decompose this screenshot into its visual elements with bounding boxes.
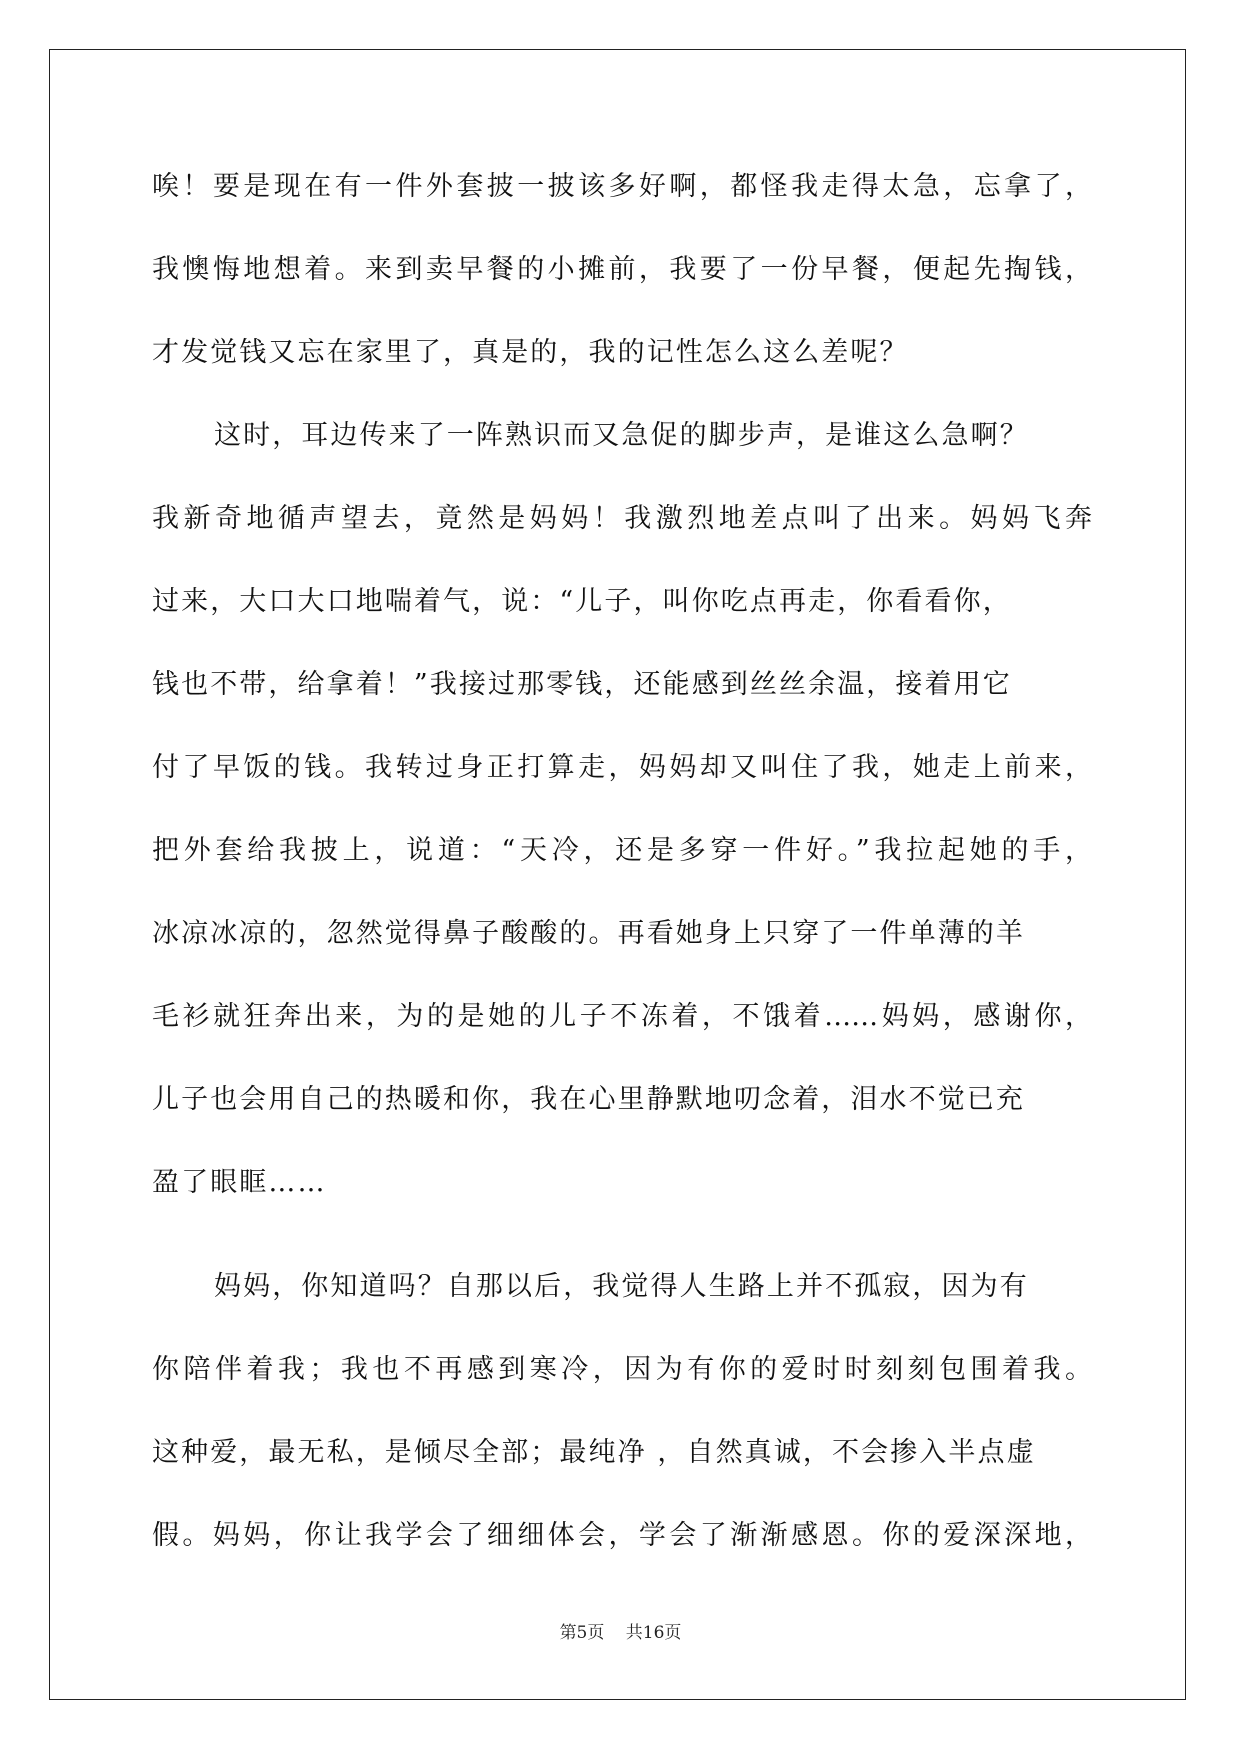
text-line: 冰凉冰凉的，忽然觉得鼻子酸酸的。再看她身上只穿了一件单薄的羊	[152, 918, 1025, 949]
text-line: 盈了眼眶……	[152, 1167, 327, 1198]
text-line: 我懊悔地想着。来到卖早餐的小摊前，我要了一份早餐，便起先掏钱，	[152, 254, 1092, 285]
text-line: 儿子也会用自己的热暖和你，我在心里静默地叨念着，泪水不觉已充	[152, 1084, 1025, 1115]
page-total: 共16页	[625, 1623, 682, 1643]
text-line: 过来，大口大口地喘着气，说：“儿子，叫你吃点再走，你看看你，	[152, 586, 1012, 617]
text-line: 你陪伴着我；我也不再感到寒冷，因为有你的爱时时刻刻包围着我。	[152, 1354, 1092, 1385]
paragraph-start-line: 妈妈，你知道吗？自那以后，我觉得人生路上并不孤寂，因为有	[214, 1271, 1029, 1302]
text-line: 毛衫就狂奔出来，为的是她的儿子不冻着，不饿着……妈妈，感谢你，	[152, 1001, 1092, 1032]
text-line: 把外套给我披上，说道：“天冷，还是多穿一件好。”我拉起她的手，	[152, 835, 1092, 866]
text-line: 唉！要是现在有一件外套披一披该多好啊，都怪我走得太急，忘拿了，	[152, 171, 1092, 202]
body-text	[152, 168, 1092, 1600]
text-line: 钱也不带，给拿着！”我接过那零钱，还能感到丝丝余温，接着用它	[152, 669, 1012, 700]
text-line: 我新奇地循声望去，竟然是妈妈！我激烈地差点叫了出来。妈妈飞奔	[152, 503, 1092, 534]
text-line: 才发觉钱又忘在家里了，真是的，我的记性怎么这么差呢？	[152, 337, 909, 368]
text-line: 这种爱，最无私，是倾尽全部；最纯净 ，自然真诚，不会掺入半点虚	[152, 1437, 1036, 1468]
page-footer	[0, 1618, 1241, 1643]
text-line: 付了早饭的钱。我转过身正打算走，妈妈却又叫住了我，她走上前来，	[152, 752, 1092, 783]
page-number: 第5页	[559, 1623, 605, 1643]
paragraph-start-line: 这时，耳边传来了一阵熟识而又急促的脚步声，是谁这么急啊？	[214, 420, 1029, 451]
text-line: 假。妈妈，你让我学会了细细体会，学会了渐渐感恩。你的爱深深地，	[152, 1520, 1092, 1551]
